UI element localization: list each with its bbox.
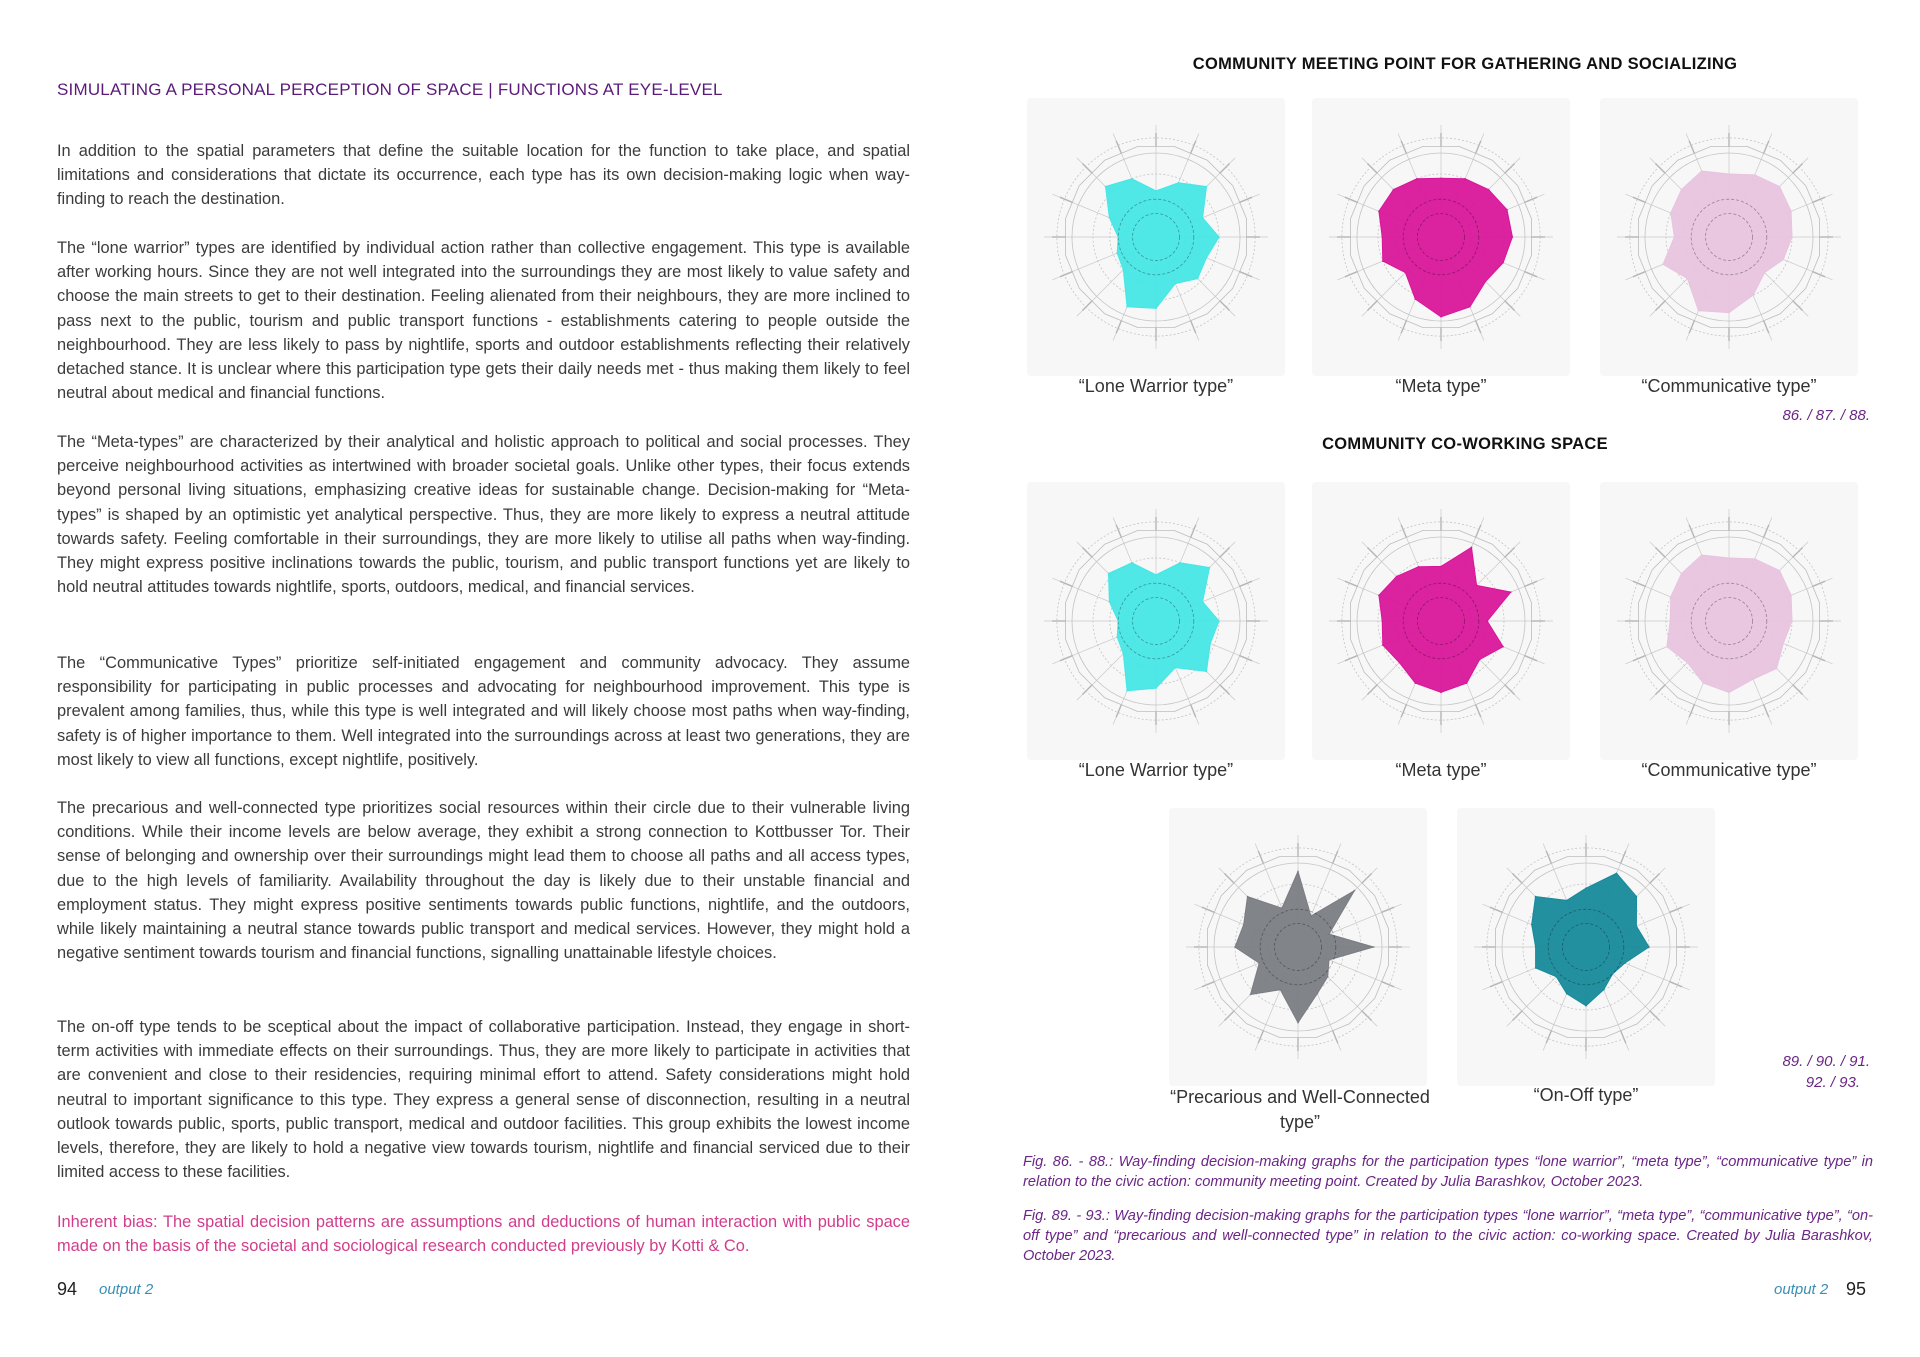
radar-point: [1206, 671, 1208, 673]
radar-point: [1776, 668, 1778, 670]
radar-axis-label-mark: [1239, 271, 1252, 276]
radar-axis-label-mark: [1655, 547, 1665, 557]
radar-point: [1327, 976, 1329, 978]
radar-point: [1218, 620, 1220, 622]
radar-axis-label-mark: [1345, 197, 1358, 202]
radar-axis-label-mark: [1060, 197, 1073, 202]
inherent-bias-note: Inherent bias: The spatial decision patterns are assumptions and deductions of human interaction with public space made on the basis of the societal and sociological research conducted previously by Kotti & Co.: [57, 1213, 910, 1256]
radar-point: [1488, 189, 1490, 191]
radar-point: [1382, 260, 1384, 262]
radar-axis-label-mark: [1224, 873, 1234, 883]
radar-axis-label-mark: [1655, 301, 1665, 311]
radar-point: [1485, 281, 1487, 283]
radar-axis-label-mark: [1381, 907, 1394, 912]
radar-data-area: [1106, 179, 1220, 309]
radar-point: [1418, 566, 1420, 568]
radar-axis-label-mark: [1633, 271, 1646, 276]
radar-point: [1603, 989, 1605, 991]
radar-axis-label-mark: [1190, 704, 1195, 717]
radar-data-area: [1235, 871, 1374, 1022]
figure-title-meeting-point: COMMUNITY MEETING POINT FOR GATHERING AND SOCIALIZING: [1192, 55, 1738, 73]
radar-axis-label-mark: [1060, 655, 1073, 660]
radar-axis-label-mark: [1633, 655, 1646, 660]
radar-point: [1512, 236, 1514, 238]
radar-point: [1624, 962, 1626, 964]
radar-point: [1399, 662, 1401, 664]
radar-axis-label-mark: [1490, 981, 1503, 986]
radar-point: [1354, 890, 1356, 892]
paragraph-lone-warrior: The “lone warrior” types are identified by individual action rather than collective engagement. This type is available after working hours. Since they are not well integrated into the surroundings they are most likely to value safety and choose the main streets to get to their destination. Feeling alienated from their neighbours, they are more inclined to pass next to the public, tourism and public transport functions - establishments catering to people outside the neighbourhood. They are less likely to pass by nightlife, sports and outdoor establishments reflecting their relatively detached stance. It is unclear where this participation type gets their daily needs met - thus making them likely to feel neutral about medical and financial functions.: [57, 239, 910, 403]
radar-point: [1131, 178, 1133, 180]
radar-chart-meta-90: [1312, 482, 1570, 760]
radar-axis-label-mark: [1332, 1030, 1337, 1043]
radar-point: [1752, 294, 1754, 296]
radar-axis-label-mark: [1116, 320, 1121, 333]
radar-point: [1197, 278, 1199, 280]
radar-axis-label-mark: [1116, 141, 1121, 154]
radar-chart-communicative-88: [1600, 98, 1858, 376]
radar-point: [1510, 591, 1512, 593]
radar-axis-label-mark: [1082, 685, 1092, 695]
radar-axis-label-mark: [1190, 141, 1195, 154]
figure-title-co-working: COMMUNITY CO-WORKING SPACE: [1322, 435, 1608, 453]
radar-point: [1670, 212, 1672, 214]
radar-point: [1616, 873, 1618, 875]
radar-axis-label-mark: [1475, 141, 1480, 154]
radar-point: [1250, 994, 1252, 996]
radar-card: [1457, 808, 1715, 1086]
radar-axis-label-mark: [1812, 271, 1825, 276]
radar-point: [1566, 900, 1568, 902]
radar-point: [1728, 173, 1730, 175]
paragraph-intro: In addition to the spatial parameters that define the suitable location for the function to take place, and spatial limitations and considerations that dictate its occurrence, each type has its own decision-making logic when way-finding to reach the destination.: [57, 142, 910, 209]
radar-axis-label-mark: [1367, 685, 1377, 695]
radar-point: [1243, 924, 1245, 926]
radar-axis-label-mark: [1202, 981, 1215, 986]
radar-point: [1210, 643, 1212, 645]
radar-point: [1373, 946, 1375, 948]
radar-axis-label-mark: [1239, 581, 1252, 586]
radar-point: [1791, 620, 1793, 622]
radar-label: “Precarious and Well-Connected type”: [1170, 1087, 1430, 1132]
radar-point: [1280, 989, 1282, 991]
radar-point: [1752, 678, 1754, 680]
radar-point: [1779, 570, 1781, 572]
radar-axis-label-mark: [1060, 271, 1073, 276]
radar-card: [1600, 98, 1858, 376]
radar-point: [1126, 690, 1128, 692]
figure-caption-86-88: Fig. 86. - 88.: Way-finding decision-making graphs for the participation types “lone warrior”, “meta type”, “communicative type” in relation to the civic action: community meeting point. Created by Julia Barashkov, October 2023.: [1023, 1154, 1873, 1190]
radar-point: [1297, 1022, 1299, 1024]
radar-point: [1175, 283, 1177, 285]
figure-ref-86-88: 86. / 87. / 88.: [1782, 407, 1870, 424]
radar-point: [1415, 682, 1417, 684]
radar-axis-label-mark: [1401, 525, 1406, 538]
radar-axis-label-mark: [1490, 907, 1503, 912]
radar-point: [1535, 967, 1537, 969]
radar-point: [1381, 620, 1383, 622]
radar-point: [1476, 585, 1478, 587]
radar-point: [1471, 547, 1473, 549]
radar-card: [1027, 98, 1285, 376]
radar-point: [1479, 659, 1481, 661]
radar-axis-label-mark: [1401, 704, 1406, 717]
page-label-right: output 2: [1774, 1281, 1829, 1298]
radar-chart-on-off-93: [1457, 808, 1715, 1086]
radar-point: [1218, 236, 1220, 238]
radar-point: [1131, 562, 1133, 564]
radar-point: [1464, 178, 1466, 180]
radar-point: [1382, 644, 1384, 646]
radar-data-area: [1109, 563, 1220, 691]
radar-axis-label-mark: [1512, 873, 1522, 883]
radar-axis-label-mark: [1763, 525, 1768, 538]
radar-data-area: [1663, 171, 1792, 313]
paragraph-meta-type: The “Meta-types” are characterized by their analytical and holistic approach to political and social processes. They perceive neighbourhood activities as intertwined with broader societal goals. Unlike other types, their focus extends beyond personal living situations, emphasizing creative ideas for sustainable change. Decision-making for “Meta-types” is shaped by an optimistic yet analytical perspective. Thus, they are more likely to express a neutral attitude towards safety. Feeling comfortable in their surroundings, they are more likely to utilise all paths when way-finding. They might express positive inclinations towards the public, tourism, and public transport functions yet are likely to hold neutral attitudes towards nightlife, sports, outdoors, medical, and financial services.: [57, 433, 910, 597]
radar-axis-label-mark: [1475, 525, 1480, 538]
radar-chart-communicative-91: [1600, 482, 1858, 760]
radar-axis-label-mark: [1524, 271, 1537, 276]
radar-axis-label-mark: [1345, 271, 1358, 276]
radar-axis-label-mark: [1367, 163, 1377, 173]
radar-point: [1728, 692, 1730, 694]
radar-point: [1206, 186, 1208, 188]
radar-point: [1378, 211, 1380, 213]
radar-point: [1466, 682, 1468, 684]
radar-point: [1585, 1005, 1587, 1007]
radar-axis-label-mark: [1633, 197, 1646, 202]
figure-ref-89-91: 89. / 90. / 91.: [1782, 1053, 1870, 1070]
radar-point: [1669, 620, 1671, 622]
radar-point: [1791, 236, 1793, 238]
paragraph-on-off-type: The on-off type tends to be sceptical about the impact of collaborative participation. Instead, they engage in short-term activities with immediate effects on their surroundings. Thus, they are more likely to participate in activities that are convenient and close to their residencies, requiring minimal effort to attend. Safety considerations might hold neutral to important significance to this type. They express a general sense of disconnection, resulting in a neutral outlook towards public, sports, public transport, medical and outdoor facilities. This group exhibits the lowest income levels, therefore, they are likely to hold a negative view towards tourism, nightlife and financial serviced due to their limited access to these facilities.: [57, 1018, 910, 1182]
radar-card: [1027, 482, 1285, 760]
radar-axis-label-mark: [1239, 655, 1252, 660]
radar-data-area: [1667, 555, 1792, 692]
radar-point: [1502, 646, 1504, 648]
radar-point: [1396, 576, 1398, 578]
radar-axis-label-mark: [1258, 1030, 1263, 1043]
radar-point: [1105, 186, 1107, 188]
radar-axis-label-mark: [1332, 851, 1337, 864]
radar-axis-label-mark: [1475, 704, 1480, 717]
radar-axis-label-mark: [1224, 1011, 1234, 1021]
radar-chart-precarious-92: [1169, 808, 1427, 1086]
radar-axis-label-mark: [1633, 581, 1646, 586]
radar-point: [1209, 567, 1211, 569]
radar-point: [1310, 915, 1312, 917]
radar-axis-label-mark: [1669, 907, 1682, 912]
radar-card: [1312, 98, 1570, 376]
radar-point: [1178, 182, 1180, 184]
radar-axis-label-mark: [1367, 547, 1377, 557]
radar-axis-label-mark: [1345, 655, 1358, 660]
radar-point: [1502, 262, 1504, 264]
radar-point: [1440, 566, 1442, 568]
radar-axis-label-mark: [1524, 655, 1537, 660]
radar-label: “Meta type”: [1395, 760, 1487, 780]
radar-point: [1662, 264, 1664, 266]
section-title: SIMULATING A PERSONAL PERCEPTION OF SPACE | FUNCTIONS AT EYE-LEVEL: [57, 80, 723, 99]
radar-axis-label-mark: [1082, 547, 1092, 557]
radar-axis-label-mark: [1367, 301, 1377, 311]
radar-point: [1123, 269, 1125, 271]
radar-axis-label-mark: [1763, 141, 1768, 154]
radar-point: [1648, 946, 1650, 948]
radar-axis-label-mark: [1512, 1011, 1522, 1021]
radar-axis-label-mark: [1763, 704, 1768, 717]
radar-point: [1247, 896, 1249, 898]
radar-point: [1297, 871, 1299, 873]
radar-axis-label-mark: [1812, 581, 1825, 586]
radar-point: [1535, 946, 1537, 948]
radar-axis-label-mark: [1812, 197, 1825, 202]
radar-axis-label-mark: [1689, 320, 1694, 333]
radar-point: [1155, 687, 1157, 689]
radar-axis-label-mark: [1546, 851, 1551, 864]
radar-point: [1117, 620, 1119, 622]
radar-point: [1585, 887, 1587, 889]
radar-axis-label-mark: [1082, 301, 1092, 311]
radar-chart-lone-warrior-86: [1027, 98, 1285, 376]
radar-point: [1703, 682, 1705, 684]
radar-label: “Communicative type”: [1641, 376, 1817, 396]
radar-point: [1674, 236, 1676, 238]
radar-axis-label-mark: [1689, 525, 1694, 538]
radar-axis-label-mark: [1812, 655, 1825, 660]
radar-point: [1698, 310, 1700, 312]
radar-point: [1506, 209, 1508, 211]
radar-point: [1687, 662, 1689, 664]
radar-point: [1116, 636, 1118, 638]
radar-axis-label-mark: [1689, 704, 1694, 717]
radar-axis-label-mark: [1524, 197, 1537, 202]
radar-point: [1155, 308, 1157, 310]
radar-point: [1535, 896, 1537, 898]
radar-axis-label-mark: [1620, 1030, 1625, 1043]
radar-axis-label-mark: [1475, 320, 1480, 333]
radar-point: [1681, 573, 1683, 575]
figure-ref-92-93: 92. / 93.: [1805, 1074, 1860, 1091]
radar-point: [1754, 558, 1756, 560]
radar-axis-label-mark: [1190, 320, 1195, 333]
radar-point: [1779, 186, 1781, 188]
radar-point: [1790, 211, 1792, 213]
radar-axis-label-mark: [1546, 1030, 1551, 1043]
radar-point: [1126, 306, 1128, 308]
radar-chart-lone-warrior-89: [1027, 482, 1285, 760]
page-number-right: 95: [1846, 1279, 1867, 1299]
radar-chart-meta-87: [1312, 98, 1570, 376]
radar-point: [1440, 692, 1442, 694]
radar-axis-label-mark: [1060, 581, 1073, 586]
radar-data-area: [1379, 178, 1513, 317]
radar-point: [1612, 973, 1614, 975]
radar-point: [1764, 272, 1766, 274]
radar-point: [1258, 962, 1260, 964]
radar-axis-label-mark: [1655, 163, 1665, 173]
radar-point: [1202, 217, 1204, 219]
radar-point: [1179, 562, 1181, 564]
radar-point: [1206, 257, 1208, 259]
radar-axis-label-mark: [1655, 685, 1665, 695]
radar-point: [1405, 272, 1407, 274]
radar-point: [1108, 573, 1110, 575]
page-label-left: output 2: [99, 1281, 154, 1298]
radar-point: [1783, 259, 1785, 261]
radar-axis-label-mark: [1381, 981, 1394, 986]
radar-point: [1440, 177, 1442, 179]
radar-card: [1312, 482, 1570, 760]
radar-point: [1109, 601, 1111, 603]
radar-point: [1281, 907, 1283, 909]
figure-caption-89-93: Fig. 89. - 93.: Way-finding decision-making graphs for the participation types “lone warrior”, “meta type”, “communicative type”, “on-off type” and “precarious and well-connected type” in relation to the civic action: co-working space. Created by Julia Barashkov, October 2023.: [1023, 1208, 1873, 1264]
radar-card: [1169, 808, 1427, 1086]
radar-point: [1234, 946, 1236, 948]
radar-point: [1175, 667, 1177, 669]
radar-point: [1636, 896, 1638, 898]
page-number-left: 94: [57, 1279, 78, 1299]
radar-point: [1790, 595, 1792, 597]
radar-axis-label-mark: [1524, 581, 1537, 586]
radar-point: [1109, 217, 1111, 219]
radar-label: “Lone Warrior type”: [1078, 760, 1234, 780]
radar-point: [1531, 924, 1533, 926]
radar-point: [1556, 976, 1558, 978]
radar-label: “On-Off type”: [1533, 1085, 1639, 1105]
radar-point: [1155, 190, 1157, 192]
radar-axis-label-mark: [1258, 851, 1263, 864]
radar-axis-label-mark: [1190, 525, 1195, 538]
radar-point: [1783, 643, 1785, 645]
radar-point: [1566, 993, 1568, 995]
radar-axis-label-mark: [1239, 197, 1252, 202]
radar-axis-label-mark: [1082, 163, 1092, 173]
radar-axis-label-mark: [1116, 525, 1121, 538]
radar-point: [1116, 252, 1118, 254]
radar-point: [1123, 653, 1125, 655]
radar-point: [1117, 236, 1119, 238]
paragraph-precarious-type: The precarious and well-connected type prioritizes social resources within their circle due to their vulnerable living conditions. While their income levels are below average, they exhibit a strong connection to Kottbusser Tor. Their sense of belonging and ownership over their surroundings might lead them to choose all paths and all access types, due to the high levels of familiarity. Availability throughout the day is likely due to their unstable financial and employment status. They might express positive sentiments towards public functions, nightlife, and the outdoors, while likely maintaining a neutral stance towards public transport and medical services. However, they might hold a negative sentiment towards tourism and financial functions, signalling unattainable lifestyle choices.: [57, 799, 910, 963]
radar-axis-label-mark: [1345, 581, 1358, 586]
radar-point: [1378, 595, 1380, 597]
radar-point: [1681, 189, 1683, 191]
radar-point: [1393, 189, 1395, 191]
radar-axis-label-mark: [1202, 907, 1215, 912]
radar-axis-label-mark: [1401, 141, 1406, 154]
radar-point: [1486, 620, 1488, 622]
radar-point: [1754, 174, 1756, 176]
radar-point: [1469, 306, 1471, 308]
radar-card: [1600, 482, 1858, 760]
radar-point: [1636, 925, 1638, 927]
paragraph-communicative-type: The “Communicative Types” prioritize self-initiated engagement and community advocacy. They assume responsibility for participating in public processes and advocating for neighbourhood improvement. This type is prevalent among families, thus, while this type is well integrated and will likely choose most paths when way-finding, safety is of higher importance to them. Well integrated into the surroundings across at least two generations, they are most likely to view all functions, except nightlife, positively.: [57, 654, 910, 769]
radar-point: [1202, 601, 1204, 603]
radar-point: [1728, 312, 1730, 314]
radar-point: [1670, 596, 1672, 598]
radar-axis-label-mark: [1116, 704, 1121, 717]
radar-axis-label-mark: [1620, 851, 1625, 864]
radar-point: [1701, 554, 1703, 556]
radar-point: [1317, 993, 1319, 995]
radar-axis-label-mark: [1689, 141, 1694, 154]
radar-point: [1440, 316, 1442, 318]
radar-axis-label-mark: [1763, 320, 1768, 333]
radar-label: “Meta type”: [1395, 376, 1487, 396]
radar-label: “Communicative type”: [1641, 760, 1817, 780]
radar-point: [1328, 933, 1330, 935]
radar-point: [1687, 278, 1689, 280]
radar-point: [1728, 557, 1730, 559]
radar-point: [1415, 298, 1417, 300]
radar-point: [1328, 959, 1330, 961]
radar-label: “Lone Warrior type”: [1078, 376, 1234, 396]
radar-point: [1416, 178, 1418, 180]
radar-axis-label-mark: [1401, 320, 1406, 333]
radar-point: [1381, 236, 1383, 238]
radar-axis-label-mark: [1669, 981, 1682, 986]
radar-point: [1701, 170, 1703, 172]
radar-point: [1666, 646, 1668, 648]
radar-point: [1155, 574, 1157, 576]
